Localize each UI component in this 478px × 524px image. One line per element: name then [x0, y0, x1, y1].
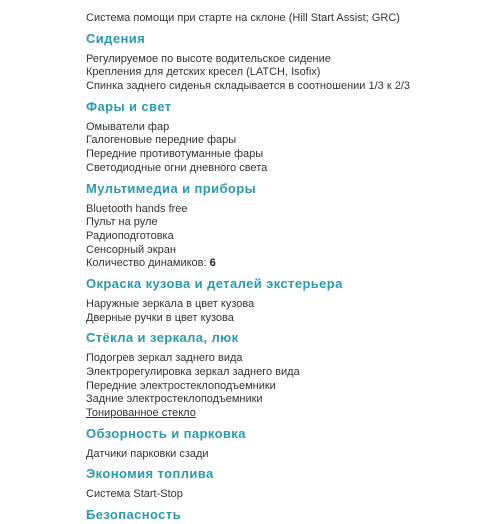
section-title-exterior: Окраска кузова и деталей экстерьера: [86, 275, 343, 291]
list-item: Электрорегулировка зеркал заднего вида: [86, 366, 300, 378]
list-item: Регулируемое по высоте водительское сидение: [86, 52, 331, 65]
section-items-exterior: [86, 293, 466, 328]
list-item: Bluetooth hands free: [86, 202, 188, 215]
tinted-glass-link[interactable]: Тонированное стекло: [86, 407, 196, 420]
list-item: Омыватели фар: [86, 120, 170, 133]
list-item: Подогрев зеркал заднего вида: [86, 352, 243, 365]
section-title-fuel: Экономия топлива: [86, 466, 214, 482]
section-title-glass: Стёкла и зеркала, люк: [86, 330, 239, 346]
section-title-lights: Фары и свет: [86, 98, 172, 114]
list-item: Крепления для детских кресел (LATCH, Isofix): [86, 66, 321, 79]
speakers-item: [86, 257, 466, 271]
section-title-safety: Безопасность: [86, 507, 181, 523]
section-items-seats: [86, 48, 466, 97]
list-item: Радиоподготовка: [86, 229, 174, 242]
section-items-multimedia: [86, 198, 466, 274]
section-items-glass: [86, 347, 466, 423]
list-item: Передние противотуманные фары: [86, 148, 264, 161]
list-item: Светодиодные огни дневного света: [86, 161, 268, 174]
speakers-label: Количество динамиков:: [86, 257, 210, 270]
list-item: Спинка заднего сиденья складывается в соотношении 1/3 к 2/3: [86, 80, 410, 93]
section-items-parking: [86, 443, 466, 465]
list-item: Передние электростеклоподъемники: [86, 379, 276, 392]
section-title-parking: Обзорность и парковка: [86, 425, 246, 441]
list-item: Дверные ручки в цвет кузова: [86, 311, 234, 324]
section-items-assist: [86, 0, 466, 29]
section-items-fuel: [86, 483, 466, 505]
section-title-multimedia: Мультимедиа и приборы: [86, 180, 257, 196]
section-items-lights: [86, 116, 466, 179]
list-item: Галогеновые передние фары: [86, 134, 237, 147]
list-item: Пульт на руле: [86, 216, 158, 229]
list-item: Сенсорный экран: [86, 243, 176, 256]
spec-list: [86, 0, 466, 524]
list-item: Датчики парковки сзади: [86, 447, 209, 460]
list-item: Задние электростеклоподъемники: [86, 393, 263, 406]
list-item: Система помощи при старте на склоне (Hill Start Assist; GRC): [86, 12, 400, 24]
list-item: Наружные зеркала в цвет кузова: [86, 297, 255, 310]
list-item: Система Start-Stop: [86, 488, 183, 501]
section-title-seats: Сидения: [86, 30, 146, 46]
speakers-value: 6: [209, 257, 216, 270]
